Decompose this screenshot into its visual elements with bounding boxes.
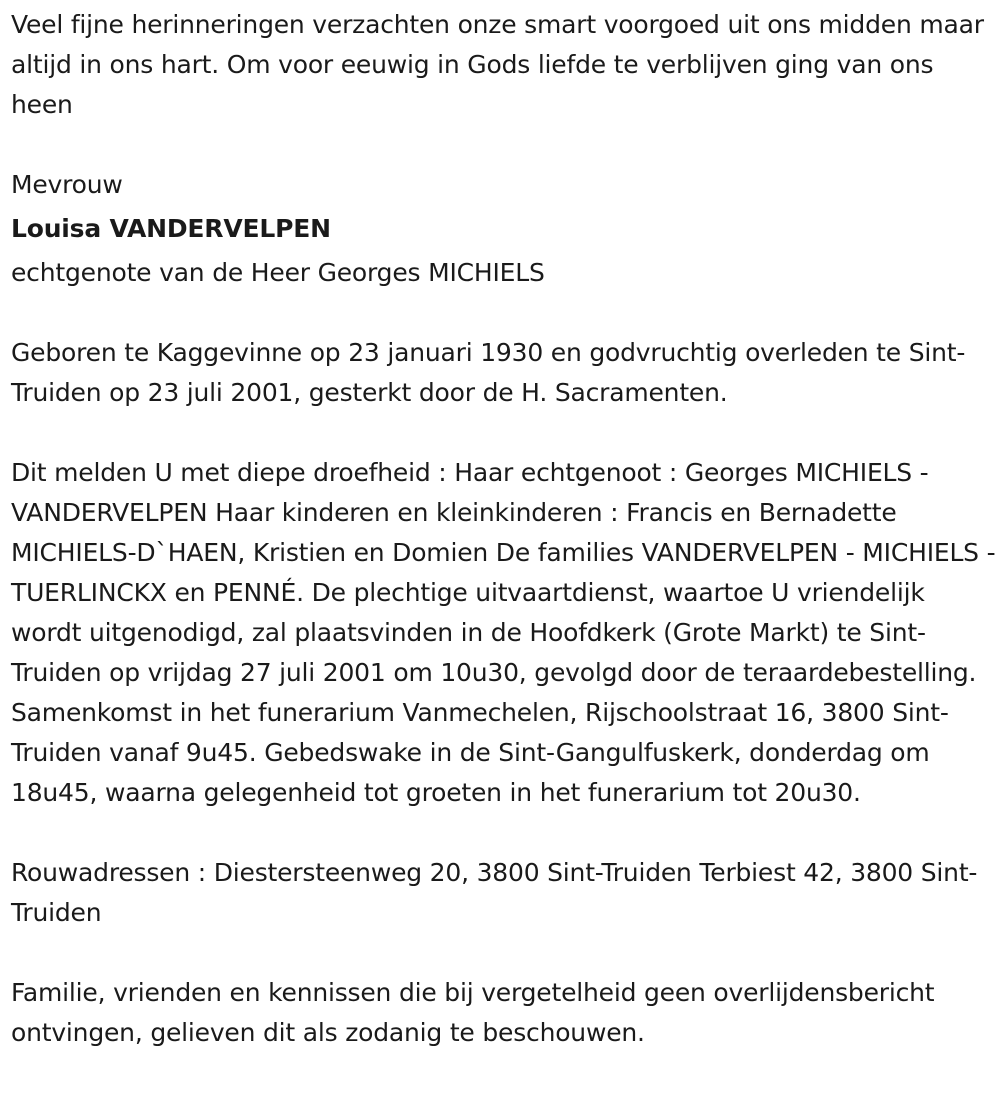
spacer	[11, 125, 996, 165]
deceased-name: Louisa VANDERVELPEN	[11, 214, 331, 243]
spacer	[11, 813, 996, 853]
spacer	[11, 413, 996, 453]
addresses-paragraph: Rouwadressen : Diestersteenweg 20, 3800 Sint-Truiden Terbiest 42, 3800 Sint-Truiden	[11, 858, 978, 927]
announcement-paragraph: Dit melden U met diepe droefheid : Haar echtgenoot : Georges MICHIELS - VANDERVELPEN Haar kinderen en kleinkinderen : Francis en Bernadette MICHIELS-D`HAEN, Kristien en Domien De families VANDERVELPEN - MICHIELS - TUERLINCKX en PENNÉ. De plechtige uitvaartdienst, waartoe U vriendelijk wordt uitgenodigd, zal plaatsvinden in de Hoofdkerk (Grote Markt) te Sint-Truiden op vrijdag 27 juli 2001 om 10u30, gevolgd door de teraardebestelling. Samenkomst in het funerarium Vanmechelen, Rijschoolstraat 16, 3800 Sint-Truiden vanaf 9u45. Gebedswake in de Sint-Gangulfuskerk, donderdag om 18u45, waarna gelegenheid tot groeten in het funerarium tot 20u30.	[11, 458, 996, 807]
intro-paragraph: Veel fijne herinneringen verzachten onze smart voorgoed uit ons midden maar altijd in ons hart. Om voor eeuwig in Gods liefde te verblijven ging van ons heen	[11, 10, 984, 119]
spacer	[11, 293, 996, 333]
obituary-text	[11, 5, 996, 1053]
honorific: Mevrouw	[11, 170, 123, 199]
spouse-line: echtgenote van de Heer Georges MICHIELS	[11, 258, 545, 287]
spacer	[11, 933, 996, 973]
birth-death-paragraph: Geboren te Kaggevinne op 23 januari 1930 en godvruchtig overleden te Sint-Truiden op 23 juli 2001, gesterkt door de H. Sacramenten.	[11, 338, 966, 407]
closing-paragraph: Familie, vrienden en kennissen die bij vergetelheid geen overlijdensbericht ontvingen, gelieven dit als zodanig te beschouwen.	[11, 978, 935, 1047]
